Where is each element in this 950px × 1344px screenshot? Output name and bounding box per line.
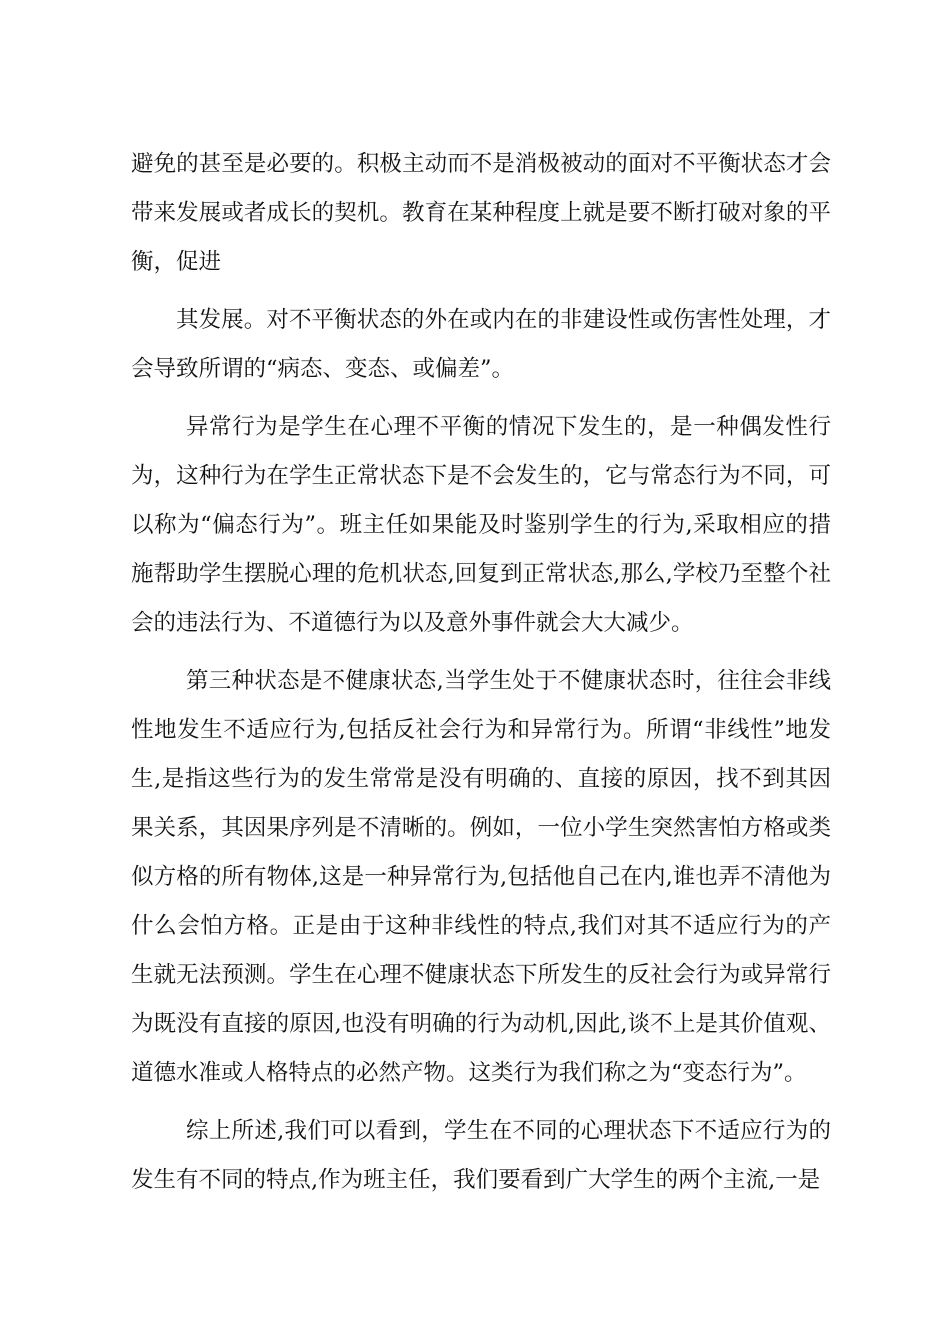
paragraph-1: 避免的甚至是必要的。积极主动而不是消极被动的面对不平衡状态才会带来发展或者成长的契机。教育在某种程度上就是要不断打破对象的平衡，促进 [131,151,831,275]
paragraph-2: 其发展。对不平衡状态的外在或内在的非建设性或伤害性处理，才会导致所谓的“病态、变态、或偏差”。 [131,307,831,382]
body-text [131,140,831,1205]
paragraph-4: 第三种状态是不健康状态,当学生处于不健康状态时，往往会非线性地发生不适应行为,包括反社会行为和异常行为。所谓“非线性”地发生,是指这些行为的发生常常是没有明确的、直接的原因，找不到其因果关系，其因果序列是不清晰的。例如，一位小学生突然害怕方格或类似方格的所有物体,这是一种异常行为,包括他自己在内,谁也弄不清他为什么会怕方格。正是由于这种非线性的特点,我们对其不适应行为的产生就无法预测。学生在心理不健康状态下所发生的反社会行为或异常行为既没有直接的原因,也没有明确的行为动机,因此,谈不上是其价值观、道德水准或人格特点的必然产物。这类行为我们称之为“变态行为”。 [131,668,831,1086]
paragraph-3: 异常行为是学生在心理不平衡的情况下发生的，是一种偶发性行为，这种行为在学生正常状态下是不会发生的，它与常态行为不同，可以称为“偏态行为”。班主任如果能及时鉴别学生的行为,采取相应的措施帮助学生摆脱心理的危机状态,回复到正常状态,那么,学校乃至整个社会的违法行为、不道德行为以及意外事件就会大大减少。 [131,414,831,636]
paragraph-5: 综上所述,我们可以看到，学生在不同的心理状态下不适应行为的发生有不同的特点,作为班主任，我们要看到广大学生的两个主流,一是 [131,1118,831,1193]
